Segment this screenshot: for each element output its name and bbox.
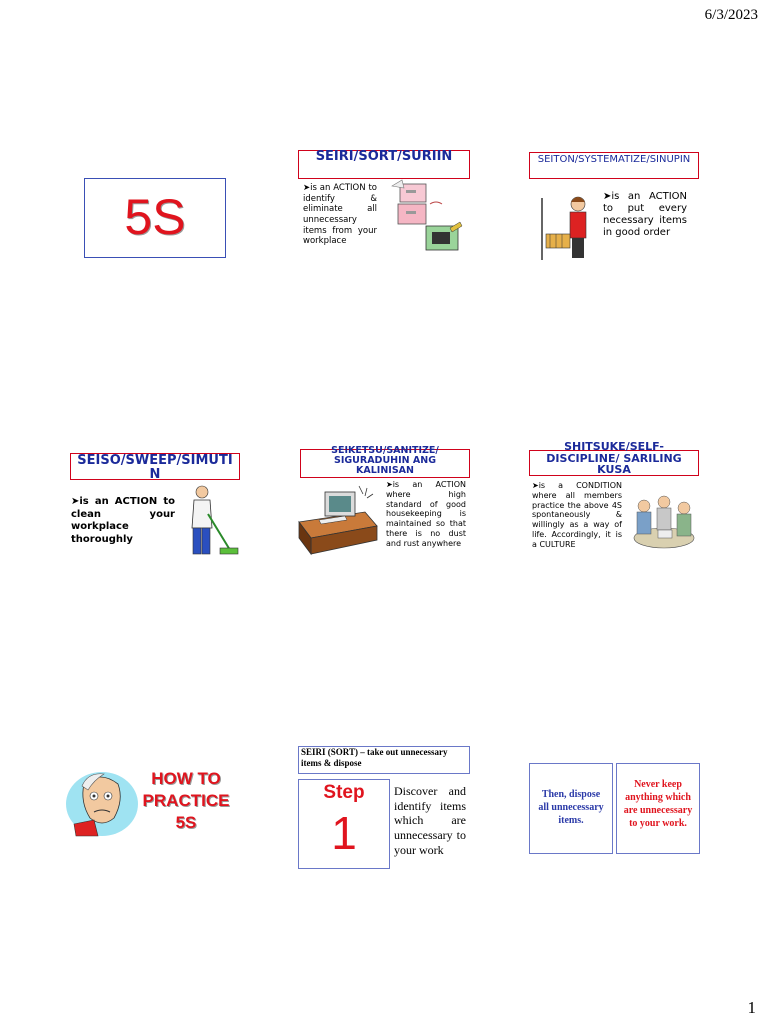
- step-label: Step: [323, 782, 365, 803]
- slide-8-header-box: [298, 746, 470, 774]
- slide-3-bullet: ➤is an ACTION to put every necessary items in good order: [603, 191, 687, 238]
- slide-2-bullet: ➤is an ACTION to identify & eliminate all unnecessary items from your workplace: [303, 183, 377, 247]
- slide-6-bullet: ➤is a CONDITION where all members practice the above 4S spontaneously & willingly as a way of life. Accordingly, it is a CULTURE: [532, 481, 622, 549]
- filing-cabinet-illustration: [390, 178, 468, 260]
- person-organizing-illustration: [538, 190, 600, 262]
- slide-7-title: HOW TO PRACTICE 5S: [142, 769, 230, 833]
- dispose-box: [529, 763, 613, 854]
- team-meeting-illustration: [624, 492, 702, 556]
- slide-3-title-box: [529, 152, 699, 179]
- slide-4-title-box: [70, 453, 240, 480]
- slide-8-header: SEIRI (SORT) – take out unnecessary items & dispose: [301, 747, 448, 769]
- slide-8-text: Discover and identify items which are unnecessary to your work: [394, 784, 466, 857]
- desk-computer-illustration: [295, 482, 381, 560]
- slide-6-title-box: [529, 440, 699, 477]
- never-keep-box: [616, 763, 700, 854]
- dispose-text: Then, dispose all unnecessary items.: [538, 789, 604, 826]
- slide-4-bullet: ➤is an ACTION to clean your workplace thoroughly: [71, 496, 175, 545]
- slide-5-title-box: [300, 445, 470, 478]
- thinking-man-illustration: [64, 766, 142, 838]
- slide-2-title-box: [298, 150, 470, 179]
- step-box: [298, 779, 390, 869]
- document-date: 6/3/2023: [704, 7, 758, 23]
- slide-6-title: SHITSUKE/SELF-DISCIPLINE/ SARILING KUSA: [546, 440, 682, 477]
- slide-1-title: 5S: [124, 189, 186, 245]
- slide-5-bullet: ➤is an ACTION where high standard of good housekeeping is maintained so that there is no dust and rust anywhere: [386, 480, 466, 548]
- slide-5-title: SEIKETSU/SANITIZE/ SIGURADUHIN ANG KALINISAN: [331, 445, 439, 476]
- step-number: 1: [331, 807, 357, 859]
- never-keep-text: Never keep anything which are unnecessary to your work.: [623, 779, 693, 829]
- slide-4-title: SEISO/SWEEP/SIMUTIN: [77, 453, 233, 482]
- page-number: 1: [747, 998, 756, 1017]
- slide-3-title: SEITON/SYSTEMATIZE/SINUPIN: [537, 154, 691, 165]
- slide-2-title: SEIRI/SORT/SURIIN: [315, 149, 453, 164]
- slide-1-title-box: [84, 178, 226, 258]
- sweeping-person-illustration: [180, 484, 240, 560]
